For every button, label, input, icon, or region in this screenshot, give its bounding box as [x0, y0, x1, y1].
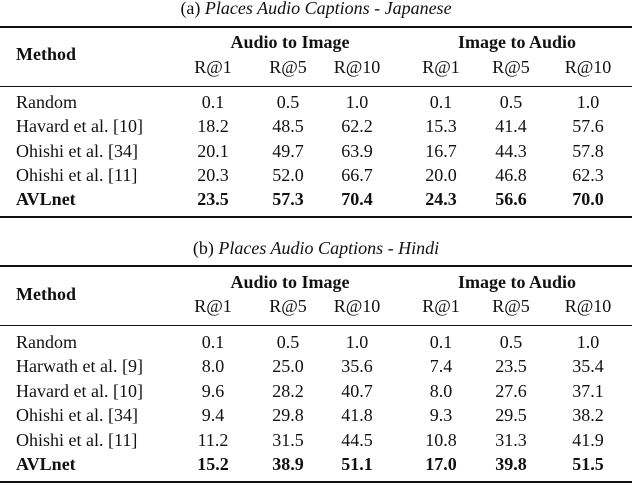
caption-title: Places Audio Captions - Japanese	[204, 0, 452, 18]
metric-header: R@10	[564, 296, 612, 316]
value-cell: 56.6	[495, 189, 527, 210]
value-cell: 0.1	[429, 92, 453, 112]
value-cell: 44.3	[495, 140, 527, 161]
table-row	[0, 139, 632, 163]
metric-header: R@1	[422, 296, 460, 316]
value-cell: 38.2	[572, 405, 604, 426]
metric-header: R@5	[269, 296, 307, 316]
value-cell: 62.3	[572, 164, 604, 185]
bottom-rule	[0, 216, 632, 218]
metric-header: R@5	[269, 57, 307, 77]
value-cell: 70.0	[572, 189, 604, 210]
value-cell: 39.8	[495, 454, 527, 474]
value-cell: 16.7	[425, 140, 457, 161]
value-cell: 0.5	[276, 92, 300, 112]
value-cell: 9.3	[429, 405, 453, 426]
method-name: Harwath et al. [9]	[16, 356, 143, 377]
value-cell: 66.7	[341, 164, 373, 185]
value-cell: 29.5	[495, 405, 527, 426]
value-cell: 57.6	[572, 116, 604, 137]
method-name: Havard et al. [10]	[16, 116, 143, 137]
table-caption	[0, 238, 632, 258]
top-rule	[0, 26, 632, 28]
table-row	[0, 379, 632, 403]
metric-header: R@10	[564, 57, 612, 77]
value-cell: 9.4	[201, 405, 225, 426]
value-cell: 52.0	[272, 164, 304, 185]
value-cell: 49.7	[272, 140, 304, 161]
table-row	[0, 114, 632, 138]
table-row	[0, 330, 632, 354]
method-name: AVLnet	[16, 189, 76, 210]
caption-title: Places Audio Captions - Hindi	[218, 238, 440, 258]
caption-prefix: (a)	[180, 0, 201, 18]
top-rule	[0, 265, 632, 267]
value-cell: 62.2	[341, 116, 373, 137]
table-row	[0, 187, 632, 211]
method-name: Random	[16, 92, 77, 112]
value-cell: 51.1	[341, 454, 373, 474]
group-header: Audio to Image	[230, 272, 350, 292]
value-cell: 8.0	[429, 380, 453, 401]
metric-header: R@1	[194, 57, 232, 77]
value-cell: 57.3	[272, 189, 304, 210]
value-cell: 41.9	[572, 429, 604, 450]
metric-header: R@10	[333, 57, 381, 77]
value-cell: 1.0	[345, 92, 369, 112]
value-cell: 37.1	[572, 380, 604, 401]
value-cell: 10.8	[425, 429, 457, 450]
value-cell: 51.5	[572, 454, 604, 474]
header-rule	[0, 86, 632, 87]
value-cell: 44.5	[341, 429, 373, 450]
value-cell: 0.1	[429, 332, 453, 352]
value-cell: 29.8	[272, 405, 304, 426]
method-name: Ohishi et al. [11]	[16, 164, 138, 185]
value-cell: 27.6	[495, 380, 527, 401]
value-cell: 20.0	[425, 164, 457, 185]
value-cell: 0.1	[201, 332, 225, 352]
table-row	[0, 90, 632, 114]
value-cell: 35.4	[572, 356, 604, 377]
table-row	[0, 403, 632, 427]
value-cell: 0.5	[499, 332, 523, 352]
metric-header: R@1	[194, 296, 232, 316]
method-header: Method	[16, 44, 76, 64]
value-cell: 1.0	[576, 332, 600, 352]
table-row	[0, 354, 632, 378]
value-cell: 70.4	[341, 189, 373, 210]
metric-header: R@10	[333, 296, 381, 316]
group-header: Audio to Image	[230, 32, 350, 52]
value-cell: 28.2	[272, 380, 304, 401]
value-cell: 17.0	[425, 454, 457, 474]
value-cell: 11.2	[197, 429, 229, 450]
value-cell: 20.1	[197, 140, 229, 161]
table-row	[0, 428, 632, 452]
value-cell: 63.9	[341, 140, 373, 161]
value-cell: 18.2	[197, 116, 229, 137]
value-cell: 38.9	[272, 454, 304, 474]
value-cell: 40.7	[341, 380, 373, 401]
caption-prefix: (b)	[192, 238, 214, 258]
value-cell: 41.4	[495, 116, 527, 137]
value-cell: 23.5	[197, 189, 229, 210]
metric-header: R@5	[492, 57, 530, 77]
method-name: Havard et al. [10]	[16, 380, 143, 401]
value-cell: 48.5	[272, 116, 304, 137]
value-cell: 35.6	[341, 356, 373, 377]
table-row	[0, 163, 632, 187]
method-header: Method	[16, 284, 76, 304]
value-cell: 0.5	[276, 332, 300, 352]
metric-header: R@5	[492, 296, 530, 316]
bottom-rule	[0, 481, 632, 483]
table-row	[0, 452, 632, 476]
value-cell: 46.8	[495, 164, 527, 185]
group-header: Image to Audio	[457, 272, 576, 292]
method-name: Ohishi et al. [34]	[16, 140, 138, 161]
value-cell: 23.5	[495, 356, 527, 377]
group-header: Image to Audio	[457, 32, 576, 52]
value-cell: 31.3	[495, 429, 527, 450]
value-cell: 9.6	[201, 380, 225, 401]
value-cell: 57.8	[572, 140, 604, 161]
value-cell: 25.0	[272, 356, 304, 377]
value-cell: 0.5	[499, 92, 523, 112]
value-cell: 41.8	[341, 405, 373, 426]
value-cell: 8.0	[201, 356, 225, 377]
method-name: Random	[16, 332, 77, 352]
value-cell: 24.3	[425, 189, 457, 210]
metric-header: R@1	[422, 57, 460, 77]
value-cell: 15.3	[425, 116, 457, 137]
table-caption	[0, 0, 632, 18]
value-cell: 0.1	[201, 92, 225, 112]
method-name: Ohishi et al. [34]	[16, 405, 138, 426]
value-cell: 20.3	[197, 164, 229, 185]
method-name: Ohishi et al. [11]	[16, 429, 138, 450]
header-rule	[0, 325, 632, 326]
value-cell: 7.4	[429, 356, 453, 377]
value-cell: 1.0	[576, 92, 600, 112]
value-cell: 15.2	[197, 454, 229, 474]
value-cell: 31.5	[272, 429, 304, 450]
value-cell: 1.0	[345, 332, 369, 352]
method-name: AVLnet	[16, 454, 76, 474]
